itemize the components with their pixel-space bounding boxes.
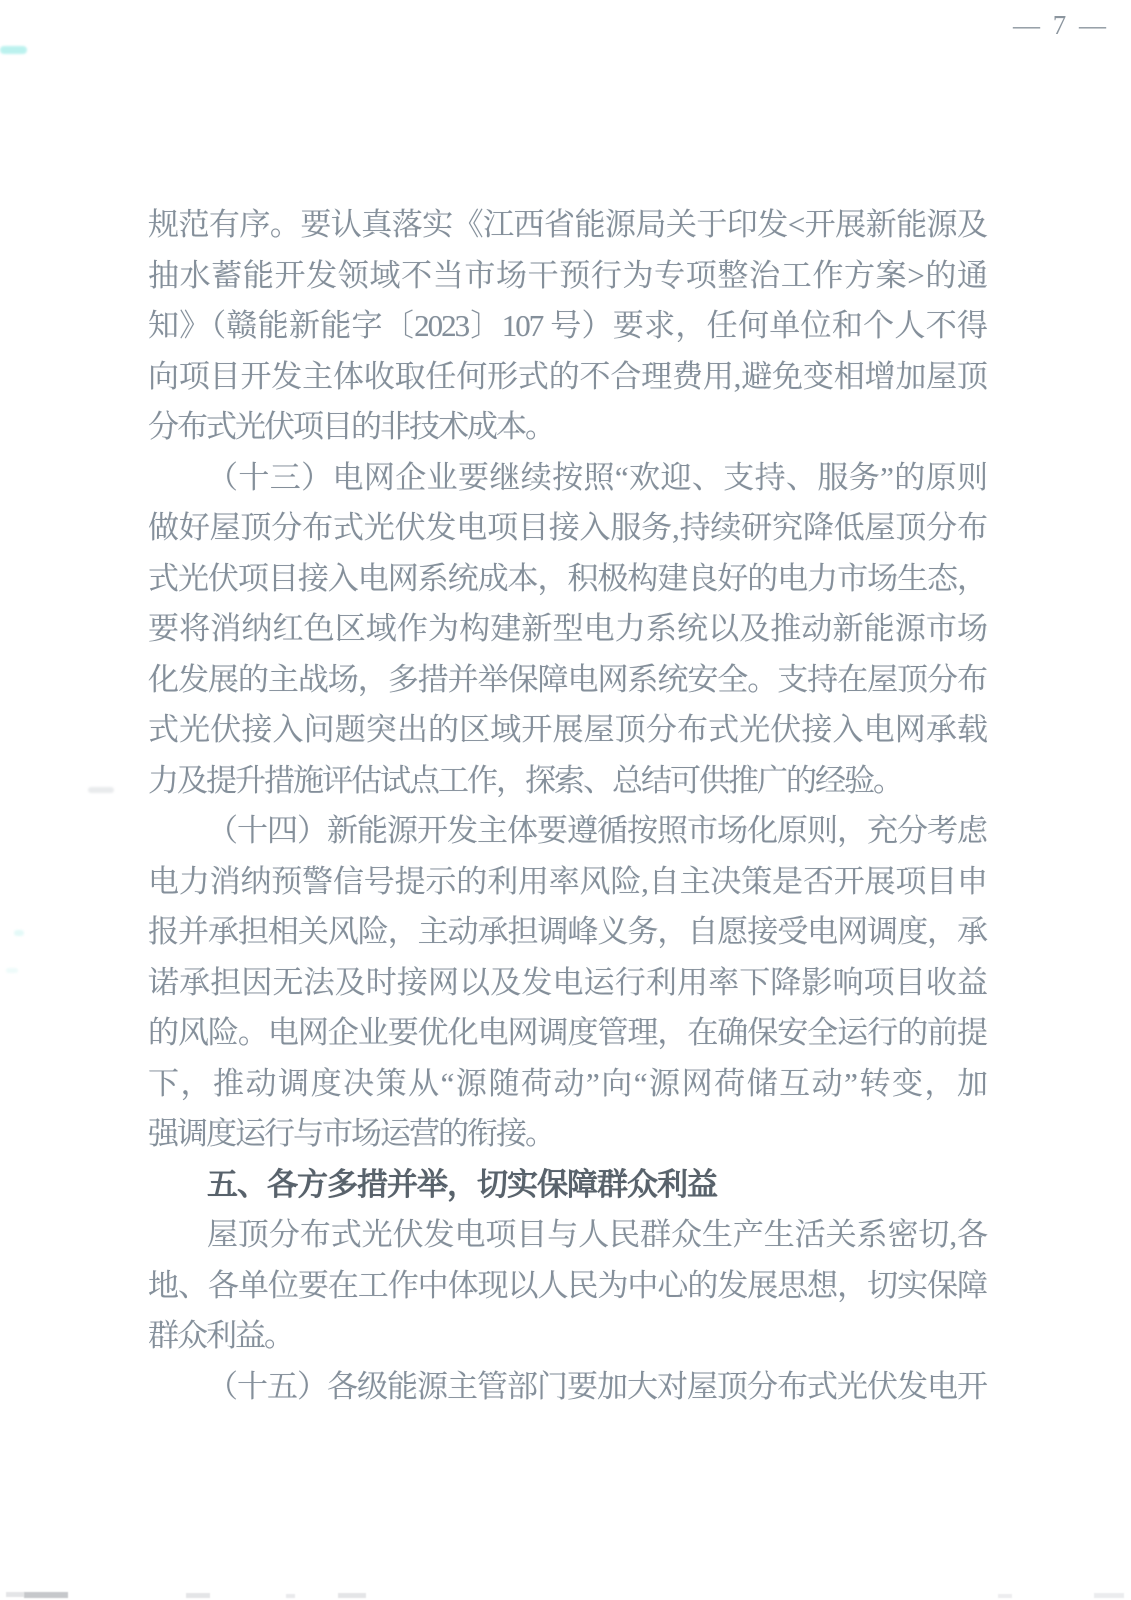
text-line: 抽水蓄能开发领域不当市场干预行为专项整治工作方案>的通 xyxy=(148,257,986,293)
text-line: 化发展的主战场，多措并举保障电网系统安全。支持在屋顶分布 xyxy=(148,661,986,697)
text-line: 分布式光伏项目的非技术成本。 xyxy=(148,409,554,444)
scan-artifact-bottom-smudge xyxy=(286,1594,295,1598)
scan-artifact-teal-speck xyxy=(14,930,24,936)
text-line: 式光伏接入问题突出的区域开展屋顶分布式光伏接入电网承载 xyxy=(148,712,986,747)
text-line: 知》（赣能新能字〔2023〕107 号）要求，任何单位和个人不得 xyxy=(148,308,986,343)
text-line: 的风险。电网企业要优化电网调度管理，在确保安全运行的前提 xyxy=(148,1015,986,1050)
scan-artifact-teal-dash xyxy=(0,46,27,54)
section-heading: 五、各方多措并举，切实保障群众利益 xyxy=(207,1166,717,1202)
text-line: 力及提升措施评估试点工作，探索、总结可供推广的经验。 xyxy=(148,762,902,798)
scan-artifact-bottom-smudge xyxy=(1094,1593,1124,1598)
text-line: （十五）各级能源主管部门要加大对屋顶分布式光伏发电开 xyxy=(207,1368,986,1404)
text-line: 电力消纳预警信号提示的利用率风险,自主决策是否开展项目申 xyxy=(148,863,986,899)
scan-artifact-bottom-smudge xyxy=(998,1594,1012,1598)
scan-artifact-smudge xyxy=(88,787,114,793)
text-line: 式光伏项目接入电网系统成本，积极构建良好的电力市场生态， xyxy=(148,560,986,596)
text-line: 群众利益。 xyxy=(148,1318,293,1353)
text-block xyxy=(148,200,986,1412)
scan-artifact-bottom-smudge xyxy=(186,1593,210,1598)
text-line: 强调度运行与市场运营的衔接。 xyxy=(148,1116,554,1151)
text-line: 下，推动调度决策从“源随荷动”向“源网荷储互动”转变，加 xyxy=(148,1065,986,1101)
scan-artifact-bottom-smudge xyxy=(338,1593,366,1598)
text-line: 诺承担因无法及时接网以及发电运行利用率下降影响项目收益 xyxy=(148,964,986,1000)
text-line: 要将消纳红色区域作为构建新型电力系统以及推动新能源市场 xyxy=(148,611,986,646)
text-line: 向项目开发主体收取任何形式的不合理费用,避免变相增加屋顶 xyxy=(148,358,986,394)
scan-artifact-teal-speck xyxy=(6,968,18,973)
text-line: 屋顶分布式光伏发电项目与人民群众生产生活关系密切,各 xyxy=(207,1217,986,1252)
text-line: 报并承担相关风险，主动承担调峰义务，自愿接受电网调度，承 xyxy=(148,914,986,949)
text-line: 地、各单位要在工作中体现以人民为中心的发展思想，切实保障 xyxy=(148,1267,986,1303)
text-line: 规范有序。要认真落实《江西省能源局关于印发<开展新能源及 xyxy=(148,207,986,242)
text-line: （十四）新能源开发主体要遵循按照市场化原则，充分考虑 xyxy=(207,813,986,848)
scan-artifact-bottom-smudge xyxy=(24,1592,68,1598)
text-line: 做好屋顶分布式光伏发电项目接入服务,持续研究降低屋顶分布 xyxy=(148,510,986,545)
text-line: （十三）电网企业要继续按照“欢迎、支持、服务”的原则 xyxy=(207,459,986,495)
scan-artifact-bottom-smudge xyxy=(6,1592,24,1597)
page-number: — 7 — xyxy=(1013,10,1109,40)
